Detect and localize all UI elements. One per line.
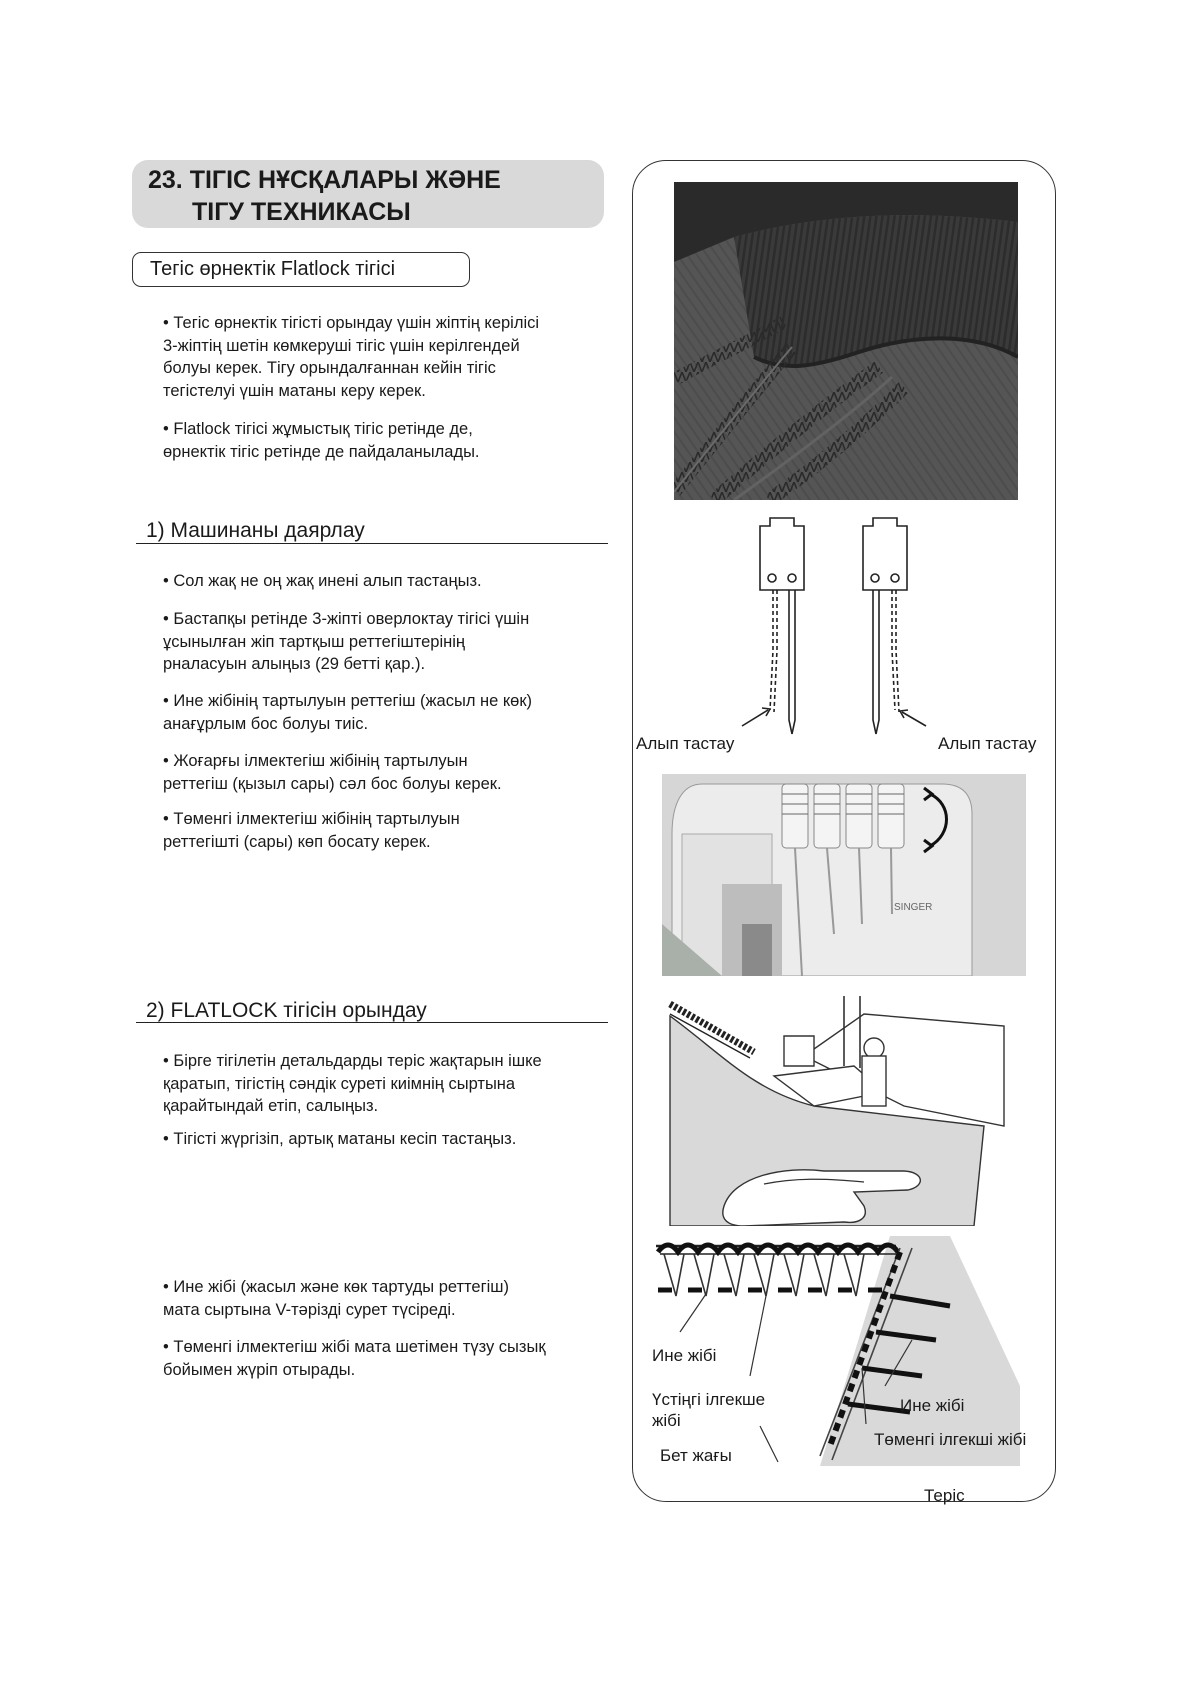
intro-paragraph-2 (163, 418, 480, 463)
garment-flatlock-photo (674, 182, 1018, 500)
text-line: мата сыртына V-тәрізді сурет түсіреді. (163, 1300, 456, 1319)
text-line: • Төменгі ілмектегіш жібінің тартылуын (163, 810, 460, 828)
text-line: ұсынылған жіп тартқыш реттегіштерінің (163, 632, 466, 651)
section-title-line-2: ТІГУ ТЕХНИКАСЫ (192, 198, 411, 226)
intro-paragraph-1 (163, 312, 539, 402)
text-line: анағұрлым бос болуы тиіс. (163, 714, 369, 733)
text-line: • Жоғарғы ілмектегіш жібінің тартылуын (163, 752, 468, 770)
text-line: 3-жіптің шетін көмкеруші тігіс үшін керілгендей (163, 336, 520, 355)
text-line: • Flatlock тігісі жұмыстық тігіс ретінде де, (163, 420, 473, 438)
label-needle-thread: Ине жібі (652, 1346, 717, 1365)
text-line: • Ине жібі (жасыл және көк тартуды реттегіш) (163, 1278, 510, 1296)
label-needle-thread-2: Ине жібі (900, 1396, 965, 1415)
label-reverse-side: Теріс (924, 1486, 965, 1505)
step2-item-4 (163, 1336, 546, 1381)
needle-label-left: Алып тастау (636, 734, 735, 753)
text-line: тегістелуі үшін матаны керу керек. (163, 381, 426, 400)
step2-heading: 2) FLATLOCK тігісін орындау (146, 999, 427, 1022)
sewing-flatlock-illustration (664, 996, 1024, 1226)
brand-logo: SINGER (894, 902, 933, 913)
step1-item-4 (163, 750, 502, 795)
text-line: • Ине жібінің тартылуын реттегіш (жасыл не көк) (163, 692, 533, 710)
step2-item-1 (163, 1050, 542, 1118)
text-line: реттегіш (қызыл сары) сәл бос болуы керек. (163, 774, 502, 793)
text-line: қарайтындай етіп, салыңыз. (163, 1097, 379, 1115)
step1-heading-rule (136, 543, 608, 544)
subtitle: Тегіс өрнектік Flatlock тігісі (150, 258, 396, 280)
text-line: • Тегіс өрнектік тігісті орындау үшін жіптің керілісі (163, 314, 540, 332)
label-upper-looper-2: жібі (652, 1411, 681, 1430)
text-line: • Тігісті жүргізіп, артық матаны кесіп тастаңыз. (163, 1130, 517, 1148)
text-line: • Сол жақ не оң жақ инені алып тастаңыз. (163, 572, 482, 590)
step1-item-3 (163, 690, 532, 735)
machine-tension-photo (662, 774, 1026, 976)
step2-heading-rule (136, 1022, 608, 1023)
label-lower-looper: Төменгі ілгекші жібі (874, 1430, 1027, 1449)
text-line: бойымен жүріп отырады. (163, 1360, 356, 1379)
text-line: • Бірге тігілетін детальдарды теріс жақтарын ішке (163, 1052, 542, 1070)
text-line: қаратып, тігістің сәндік суреті киімнің сыртына (163, 1074, 516, 1093)
text-line: реттегішті (сары) көп босату керек. (163, 832, 431, 851)
step1-item-5 (163, 808, 460, 853)
label-upper-looper-1: Үстіңгі ілгекше (652, 1390, 766, 1409)
step2-item-3 (163, 1276, 509, 1321)
step2-item-2 (163, 1128, 516, 1151)
text-line: өрнектік тігіс ретінде де пайдаланылады. (163, 442, 480, 461)
text-line: болуы керек. Тігу орындалғаннан кейін тігіс (163, 359, 496, 377)
needle-label-right: Алып тастау (938, 734, 1037, 753)
needle-removal-diagram (740, 514, 930, 746)
label-face-side: Бет жағы (660, 1446, 732, 1465)
text-line: рналасуын алыңыз (29 бетті қар.). (163, 655, 426, 673)
section-title-line-1: 23. ТІГІС НҰСҚАЛАРЫ ЖӘНЕ (148, 166, 501, 194)
step1-heading: 1) Машинаны даярлау (146, 519, 365, 542)
step1-item-1 (163, 570, 482, 593)
step1-item-2 (163, 608, 529, 676)
text-line: • Төменгі ілмектегіш жібі мата шетімен түзу сызық (163, 1338, 546, 1356)
text-line: • Бастапқы ретінде 3-жіпті оверлоктау тігісі үшін (163, 610, 530, 628)
